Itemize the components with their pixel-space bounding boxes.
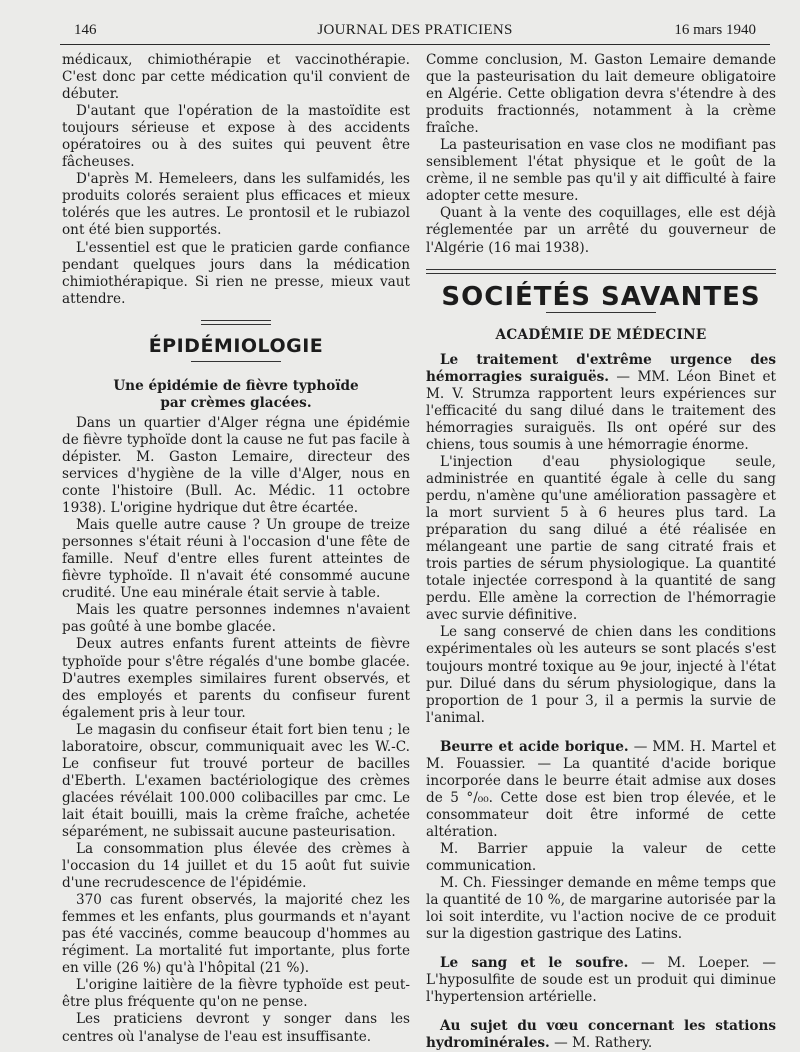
transfusion-paragraph: L'injection d'eau physiologique seule, administrée en quantité égale à celle du sang perdu, n'amène qu'une amélioration passagère et la mort survient 5 à 6 heures plus tard. La préparation du sang dilué a été réalisée en mélangeant une partie de sang citraté frais et trois parties de sérum physiologique. La quantité totale injectée correspond à la quantité de sang perdu. Elle amène la correction de l'hémorragie avec survie définitive. xyxy=(426,453,776,624)
butter-text: — MM. H. Martel et M. Fouassier. — La quantité d'acide borique incorporée dans le beurre était admise aux doses de 5 °/₀₀. Cette dose est bien trop élevée, et le consommateur doit être informé de cette altération. xyxy=(426,738,776,840)
article-paragraph: Le magasin du confiseur était fort bien tenu ; le laboratoire, obscur, communiquait avec les W.-C. Le confiseur fut trouvé porteur de bacilles d'Eberth. L'examen bactériologique des crèmes glacées révélait 100.000 colibacilles par cmc. Le lait était bouilli, mais la crème fraîche, achetée séparément, ne subissait aucune pasteurisation. xyxy=(62,721,410,840)
sulfur-paragraph xyxy=(426,955,776,1006)
article-paragraph: L'origine laitière de la fièvre typhoïde est peut-être plus fréquente qu'on ne pense. xyxy=(62,977,410,1011)
left-column xyxy=(62,52,410,1046)
article-paragraph: Deux autres enfants furent atteints de fièvre typhoïde pour s'être régalés d'une bombe glacée. D'autres exemples similaires furent observés, et des employés et parents du confiseur furent également pris à leur tour. xyxy=(62,636,410,721)
thermal-paragraph xyxy=(426,1018,776,1052)
intro-paragraph: D'autant que l'opération de la mastoïdite est toujours sérieuse et expose à des accidents opératoires ou à des suites qui peuvent être fâcheuses. xyxy=(62,103,410,171)
thermal-title: Au sujet du vœu concernant les stations hydrominérales. xyxy=(426,1018,776,1052)
conclusion-paragraph: Comme conclusion, M. Gaston Lemaire demande que la pasteurisation du lait demeure obligatoire en Algérie. Cette obligation devra s'étendre à des produits fractionnés, notamment à la crème fraîche. xyxy=(426,52,776,137)
butter-intro xyxy=(426,739,776,841)
journal-title: JOURNAL DES PRATICIENS xyxy=(317,22,513,38)
article-paragraph: La consommation plus élevée des crèmes à l'occasion du 14 juillet et du 15 août fut suivie d'une recrudescence de l'épidémie. xyxy=(62,841,410,892)
separator-double-rule xyxy=(426,269,776,275)
page-number: 146 xyxy=(74,22,97,38)
article-paragraph: Dans un quartier d'Alger régna une épidémie de fièvre typhoïde dont la cause ne fut pas facile à dépister. M. Gaston Lemaire, directeur des services d'hygiène de la ville d'Alger, nous en conte l'histoire (Bull. Ac. Médic. 11 octobre 1938). L'origine hydrique dut être écartée. xyxy=(62,414,410,517)
article-paragraph: Mais quelle autre cause ? Un groupe de treize personnes s'était réuni à l'occasion d'une fête de famille. Neuf d'entre elles furent atteintes de fièvre typhoïde. Il n'avait été consommé aucune crudité. Une eau minérale était servie à table. xyxy=(62,517,410,602)
conclusion-paragraph: Quant à la vente des coquillages, elle est déjà réglementée par un arrêté du gouverneur de l'Algérie (16 mai 1938). xyxy=(426,205,776,256)
title-underline xyxy=(191,361,281,362)
article-paragraph: 370 cas furent observés, la majorité chez les femmes et les enfants, plus gourmands et n'ayant pas été vaccinés, comme beaucoup d'hommes au régiment. La mortalité fut importante, plus forte en ville (26 %) qu'à l'hôpital (21 %). xyxy=(62,892,410,977)
intro-paragraph: L'essentiel est que le praticien garde confiance pendant quelques jours dans la médication chimiothérapique. Si rien ne presse, mieux vaut attendre. xyxy=(62,239,410,307)
transfusion-authors: — MM. Léon Binet et M. V. Strumza rapportent leurs expériences sur l'efficacité du sang dilué dans le traitement des hémorragies suraiguës. Ils ont opéré sur des chiens, tous soumis à une hémorragie énorme. xyxy=(426,368,776,453)
page-header xyxy=(60,20,770,45)
issue-date: 16 mars 1940 xyxy=(674,22,756,38)
intro-paragraph: médicaux, chimiothérapie et vaccinothérapie. C'est donc par cette médication qu'il convient de débuter. xyxy=(62,52,410,103)
section-title-societes-savantes: SOCIÉTÉS SAVANTES xyxy=(441,281,761,312)
butter-paragraph: M. Barrier appuie la valeur de cette communication. xyxy=(426,840,776,875)
butter-title: Beurre et acide borique. xyxy=(440,738,629,755)
thermal-text: — M. Rathery. xyxy=(549,1035,653,1052)
transfusion-intro xyxy=(426,352,776,454)
title-underline xyxy=(546,312,656,313)
right-column xyxy=(426,52,776,1052)
conclusion-paragraph: La pasteurisation en vase clos ne modifiant pas sensiblement l'état physique et le goût de la crème, il ne semble pas qu'il y ait difficulté à faire adopter cette mesure. xyxy=(426,137,776,205)
article-paragraph: Mais les quatre personnes indemnes n'avaient pas goûté à une bombe glacée. xyxy=(62,602,410,636)
transfusion-title: Le traitement d'extrême urgence des hémorragies suraiguës. xyxy=(426,351,776,385)
sulfur-text: — M. Loeper. — L'hyposulfite de soude est un produit qui diminue l'hypertension artérielle. xyxy=(426,955,776,1006)
article-paragraph: Les praticiens devront y songer dans les centres où l'analyse de l'eau est insuffisante. xyxy=(62,1011,410,1045)
academy-heading: ACADÉMIE DE MÉDECINE xyxy=(495,326,707,343)
section-title-epidemiologie: ÉPIDÉMIOLOGIE xyxy=(148,334,324,357)
article-title: Une épidémie de fièvre typhoïde par crèmes glacées. xyxy=(113,377,359,411)
butter-paragraph: M. Ch. Fiessinger demande en même temps que la quantité de 10 %, de margarine autorisée par la loi soit interdite, vu l'action nocive de ce produit sur la digestion gastrique des Latins. xyxy=(426,875,776,943)
sulfur-title: Le sang et le soufre. xyxy=(440,955,629,972)
transfusion-paragraph: Le sang conservé de chien dans les conditions expérimentales où les auteurs se sont placés s'est toujours montré toxique au 9e jour, injecté à l'état pur. Dilué dans du sérum physiologique, dans la proportion de 1 pour 3, il a permis la survie de l'animal. xyxy=(426,624,776,726)
separator-rule xyxy=(201,320,271,324)
intro-paragraph: D'après M. Hemeleers, dans les sulfamidés, les produits colorés seraient plus efficaces et mieux tolérés que les autres. Le prontosil et le rubiazol ont été bien supportés. xyxy=(62,171,410,239)
